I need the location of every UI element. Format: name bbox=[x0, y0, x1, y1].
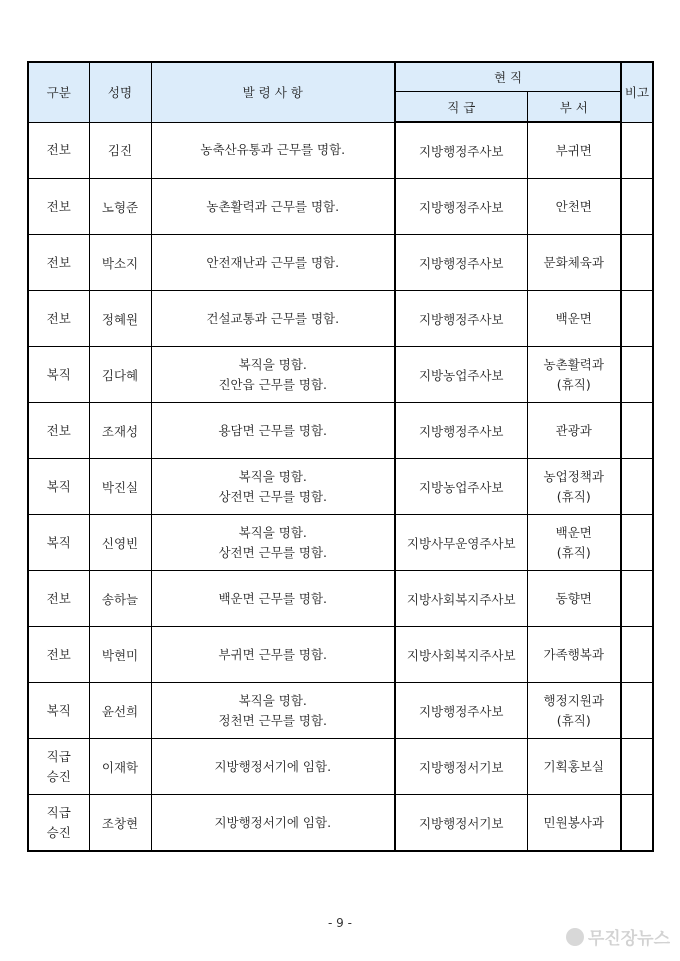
cell-name: 송하늘 bbox=[89, 571, 151, 627]
cell-dept-line: 백운면 bbox=[555, 310, 592, 326]
cell-grade: 지방행정주사보 bbox=[395, 122, 527, 179]
cell-order bbox=[151, 515, 395, 571]
cell-order-line: 상전면 근무를 명함. bbox=[218, 488, 328, 504]
cell-dept-line: 관광과 bbox=[555, 422, 592, 438]
cell-order bbox=[151, 459, 395, 515]
watermark-text: 무진장뉴스 bbox=[587, 929, 670, 949]
cell-grade: 지방농업주사보 bbox=[395, 459, 527, 515]
cell-order bbox=[151, 122, 395, 179]
cell-category bbox=[28, 571, 89, 627]
cell-dept-line: 가족행복과 bbox=[543, 646, 604, 662]
cell-grade: 지방행정주사보 bbox=[395, 179, 527, 235]
cell-note bbox=[621, 122, 653, 179]
cell-note bbox=[621, 627, 653, 683]
table-body bbox=[28, 122, 653, 851]
cell-order-line: 상전면 근무를 명함. bbox=[218, 544, 328, 560]
table-row bbox=[28, 459, 653, 515]
cell-note bbox=[621, 795, 653, 852]
cell-name: 노형준 bbox=[89, 179, 151, 235]
cell-order bbox=[151, 235, 395, 291]
cell-order bbox=[151, 403, 395, 459]
cell-category bbox=[28, 459, 89, 515]
cell-dept-line: 농업정책과 bbox=[543, 468, 604, 484]
page-number: - 9 - bbox=[328, 916, 352, 930]
cell-grade: 지방행정주사보 bbox=[395, 235, 527, 291]
cell-name: 박소지 bbox=[89, 235, 151, 291]
cell-order-line: 복직을 명함. bbox=[238, 468, 307, 484]
header-grade: 직 급 bbox=[395, 92, 527, 123]
cell-note bbox=[621, 403, 653, 459]
cell-category bbox=[28, 291, 89, 347]
cell-order-line: 안전재난과 근무를 명함. bbox=[206, 254, 340, 270]
cell-category-line: 전보 bbox=[46, 590, 71, 606]
cell-order-line: 농촌활력과 근무를 명함. bbox=[206, 198, 340, 214]
cell-grade: 지방농업주사보 bbox=[395, 347, 527, 403]
cell-dept-line: 문화체육과 bbox=[543, 254, 604, 270]
cell-order-line: 복직을 명함. bbox=[238, 524, 307, 540]
table-row bbox=[28, 571, 653, 627]
table-row bbox=[28, 235, 653, 291]
cell-name: 정혜원 bbox=[89, 291, 151, 347]
cell-note bbox=[621, 739, 653, 795]
cell-grade: 지방행정서기보 bbox=[395, 795, 527, 852]
cell-category bbox=[28, 403, 89, 459]
cell-grade: 지방사무운영주사보 bbox=[395, 515, 527, 571]
cell-dept bbox=[527, 571, 621, 627]
cell-name: 김다혜 bbox=[89, 347, 151, 403]
cell-note bbox=[621, 515, 653, 571]
cell-category-line: 승진 bbox=[46, 768, 71, 784]
table-row bbox=[28, 347, 653, 403]
table-row bbox=[28, 795, 653, 852]
cell-note bbox=[621, 459, 653, 515]
cell-order bbox=[151, 347, 395, 403]
cell-order-line: 부귀면 근무를 명함. bbox=[218, 646, 328, 662]
cell-order-line: 복직을 명함. bbox=[238, 692, 307, 708]
watermark-logo-icon bbox=[566, 928, 584, 946]
cell-category bbox=[28, 683, 89, 739]
cell-dept-line: 안천면 bbox=[555, 198, 592, 214]
cell-order-line: 백운면 근무를 명함. bbox=[218, 590, 328, 606]
cell-category bbox=[28, 515, 89, 571]
cell-dept-line: 기획홍보실 bbox=[543, 758, 604, 774]
cell-order bbox=[151, 627, 395, 683]
cell-dept-line: 부귀면 bbox=[555, 142, 592, 158]
cell-name: 이재학 bbox=[89, 739, 151, 795]
cell-note bbox=[621, 347, 653, 403]
header-name: 성명 bbox=[89, 62, 151, 122]
cell-dept bbox=[527, 179, 621, 235]
cell-grade: 지방사회복지주사보 bbox=[395, 571, 527, 627]
cell-dept-line: (휴직) bbox=[556, 712, 591, 728]
watermark bbox=[566, 924, 670, 949]
cell-name: 조창현 bbox=[89, 795, 151, 852]
table-row bbox=[28, 739, 653, 795]
cell-dept bbox=[527, 403, 621, 459]
cell-category bbox=[28, 235, 89, 291]
cell-dept-line: (휴직) bbox=[556, 544, 591, 560]
cell-order-line: 진안읍 근무를 명함. bbox=[218, 376, 328, 392]
cell-name: 윤선희 bbox=[89, 683, 151, 739]
cell-order bbox=[151, 291, 395, 347]
cell-order-line: 지방행정서기에 임함. bbox=[214, 758, 332, 774]
table-row bbox=[28, 179, 653, 235]
cell-dept bbox=[527, 235, 621, 291]
cell-name: 박진실 bbox=[89, 459, 151, 515]
cell-category bbox=[28, 795, 89, 852]
cell-dept-line: 동향면 bbox=[555, 590, 592, 606]
cell-category-line: 직급 bbox=[46, 748, 71, 764]
cell-dept bbox=[527, 291, 621, 347]
cell-dept bbox=[527, 739, 621, 795]
header-order: 발 령 사 항 bbox=[151, 62, 395, 122]
cell-order bbox=[151, 683, 395, 739]
cell-grade: 지방행정주사보 bbox=[395, 403, 527, 459]
table-row bbox=[28, 683, 653, 739]
cell-category-line: 복직 bbox=[46, 702, 71, 718]
header-category: 구분 bbox=[28, 62, 89, 122]
cell-dept-line: 백운면 bbox=[555, 524, 592, 540]
cell-grade: 지방행정주사보 bbox=[395, 291, 527, 347]
cell-name: 신영빈 bbox=[89, 515, 151, 571]
table-row bbox=[28, 627, 653, 683]
cell-category-line: 전보 bbox=[46, 422, 71, 438]
cell-category-line: 승진 bbox=[46, 824, 71, 840]
cell-category-line: 전보 bbox=[46, 142, 71, 158]
cell-category-line: 전보 bbox=[46, 198, 71, 214]
cell-note bbox=[621, 179, 653, 235]
cell-grade: 지방행정주사보 bbox=[395, 683, 527, 739]
cell-category-line: 복직 bbox=[46, 534, 71, 550]
table-row bbox=[28, 515, 653, 571]
cell-name: 박현미 bbox=[89, 627, 151, 683]
cell-order bbox=[151, 179, 395, 235]
header-current-position: 현 직 bbox=[395, 62, 621, 92]
cell-grade: 지방사회복지주사보 bbox=[395, 627, 527, 683]
cell-name: 조재성 bbox=[89, 403, 151, 459]
cell-category bbox=[28, 627, 89, 683]
cell-dept-line: (휴직) bbox=[556, 488, 591, 504]
table-row bbox=[28, 403, 653, 459]
cell-dept-line: 행정지원과 bbox=[543, 692, 604, 708]
table-row bbox=[28, 291, 653, 347]
cell-order bbox=[151, 795, 395, 852]
cell-name: 김진 bbox=[89, 122, 151, 179]
cell-category bbox=[28, 179, 89, 235]
cell-category bbox=[28, 122, 89, 179]
cell-category-line: 전보 bbox=[46, 310, 71, 326]
cell-dept-line: 농촌활력과 bbox=[543, 356, 604, 372]
table-row bbox=[28, 122, 653, 179]
cell-note bbox=[621, 683, 653, 739]
cell-order-line: 농축산유통과 근무를 명함. bbox=[200, 142, 346, 158]
personnel-table bbox=[27, 61, 654, 852]
cell-order-line: 용담면 근무를 명함. bbox=[218, 422, 328, 438]
cell-order-line: 지방행정서기에 임함. bbox=[214, 814, 332, 830]
cell-dept bbox=[527, 122, 621, 179]
header-note: 비고 bbox=[621, 62, 653, 122]
cell-category-line: 복직 bbox=[46, 478, 71, 494]
cell-note bbox=[621, 291, 653, 347]
cell-category bbox=[28, 347, 89, 403]
cell-order bbox=[151, 571, 395, 627]
cell-dept bbox=[527, 347, 621, 403]
cell-category-line: 전보 bbox=[46, 646, 71, 662]
cell-note bbox=[621, 235, 653, 291]
cell-dept bbox=[527, 627, 621, 683]
cell-dept bbox=[527, 795, 621, 852]
cell-category-line: 복직 bbox=[46, 366, 71, 382]
cell-dept bbox=[527, 683, 621, 739]
cell-dept-line: (휴직) bbox=[556, 376, 591, 392]
cell-order-line: 정천면 근무를 명함. bbox=[218, 712, 328, 728]
cell-order-line: 건설교통과 근무를 명함. bbox=[206, 310, 340, 326]
cell-category-line: 전보 bbox=[46, 254, 71, 270]
cell-category bbox=[28, 739, 89, 795]
cell-order-line: 복직을 명함. bbox=[238, 356, 307, 372]
cell-category-line: 직급 bbox=[46, 804, 71, 820]
cell-note bbox=[621, 571, 653, 627]
cell-order bbox=[151, 739, 395, 795]
cell-grade: 지방행정서기보 bbox=[395, 739, 527, 795]
cell-dept bbox=[527, 515, 621, 571]
cell-dept bbox=[527, 459, 621, 515]
cell-dept-line: 민원봉사과 bbox=[543, 814, 604, 830]
header-dept: 부 서 bbox=[527, 92, 621, 123]
